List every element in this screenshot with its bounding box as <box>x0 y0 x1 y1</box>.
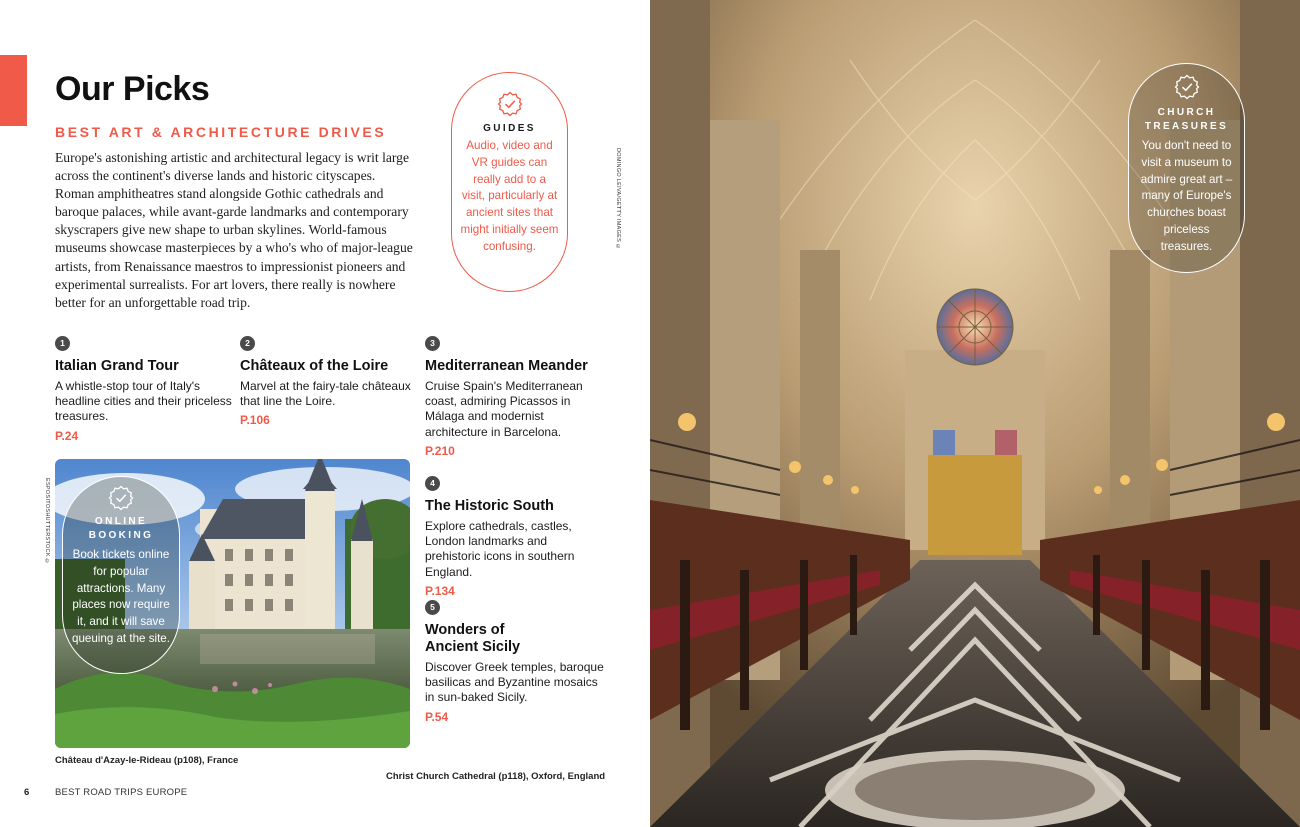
pick-page-link[interactable]: P.24 <box>55 428 79 443</box>
pick-description: Discover Greek temples, baroque basilicas and Byzantine mosaics in sun-baked Sicily. <box>425 660 604 705</box>
pick-number-badge: 1 <box>55 336 70 351</box>
page-number: 6 <box>24 787 30 798</box>
right-page <box>650 0 1300 827</box>
guides-callout-title: GUIDES <box>483 123 536 134</box>
pick-item <box>240 336 420 427</box>
online-booking-callout <box>62 476 180 674</box>
intro-paragraph: Europe's astonishing artistic and architectural legacy is writ large across the continent's diverse lands and historic cityscapes. Roman amphitheatres stand alongside Gothic cathedrals and baroque palaces, while avant-garde landmarks and contemporary skyscrapers give new shape to urban skylines. World-famous museums showcase masterpieces by a who's who of major-league artists, from Renaissance maestros to impressionist pioneers and experimental surrealists. For art lovers, there really is nowhere better for an unforgettable road trip. <box>55 150 413 310</box>
pick-page-link[interactable]: P.54 <box>425 709 449 724</box>
checkmark-badge-icon <box>1174 74 1200 100</box>
pick-page-link[interactable]: P.134 <box>425 583 455 598</box>
pick-number-badge: 5 <box>425 600 440 615</box>
guides-callout <box>451 72 568 292</box>
online-booking-callout-title: ONLINE BOOKING <box>88 516 154 541</box>
checkmark-badge-icon <box>497 91 523 117</box>
cathedral-caption: Christ Church Cathedral (p118), Oxford, England <box>386 771 606 782</box>
pick-title: Italian Grand Tour <box>55 358 179 374</box>
pick-item <box>55 336 235 443</box>
checkmark-badge-icon <box>108 485 134 511</box>
pick-description: Marvel at the fairy-tale châteaux that line the Loire. <box>240 379 411 409</box>
pick-description: A whistle-stop tour of Italy's headline cities and their priceless treasures. <box>55 379 232 424</box>
church-treasures-callout <box>1128 63 1245 273</box>
pick-number-badge: 2 <box>240 336 255 351</box>
pick-number-badge: 4 <box>425 476 440 491</box>
pick-page-link[interactable]: P.106 <box>240 413 270 428</box>
chapter-tab-marker <box>0 55 27 126</box>
guides-callout-body: Audio, video and VR guides can really add to a visit, particularly at ancient sites that might initially seem confusing. <box>460 139 559 253</box>
church-treasures-callout-title: CHURCH TREASURES <box>1144 107 1229 132</box>
church-treasures-callout-body: You don't need to visit a museum to admire great art – many of Europe's churches boast priceless treasures. <box>1140 139 1233 253</box>
pick-title: Mediterranean Meander <box>425 358 588 374</box>
pick-page-link[interactable]: P.210 <box>425 443 455 458</box>
pick-description: Cruise Spain's Mediterranean coast, admiring Picassos in Málaga and modernist architecture in Barcelona. <box>425 379 583 439</box>
pick-title: Wonders of Ancient Sicily <box>425 622 521 655</box>
pick-item <box>425 476 605 598</box>
pick-number-badge: 3 <box>425 336 440 351</box>
section-heading: BEST ART & ARCHITECTURE DRIVES <box>55 124 387 140</box>
pick-item <box>425 600 605 724</box>
pick-item <box>425 336 605 458</box>
chateau-caption: Château d'Azay-le-Rideau (p108), France <box>55 755 239 766</box>
photo-credit-chateau: ESPOSITOSHUTTERSTOCK © <box>44 478 50 565</box>
pick-description: Explore cathedrals, castles, London landmarks and prehistoric icons in southern England. <box>425 519 575 579</box>
photo-credit-cathedral: DOMINGO LEIVA/GETTY IMAGES © <box>615 148 621 251</box>
page-title: Our Picks <box>55 70 210 108</box>
running-head: BEST ROAD TRIPS EUROPE <box>55 787 188 798</box>
online-booking-callout-body: Book tickets online for popular attractions. Many places now require it, and it will save queuing at the site. <box>72 548 170 645</box>
pick-title: The Historic South <box>425 498 554 514</box>
pick-title: Châteaux of the Loire <box>240 358 389 374</box>
